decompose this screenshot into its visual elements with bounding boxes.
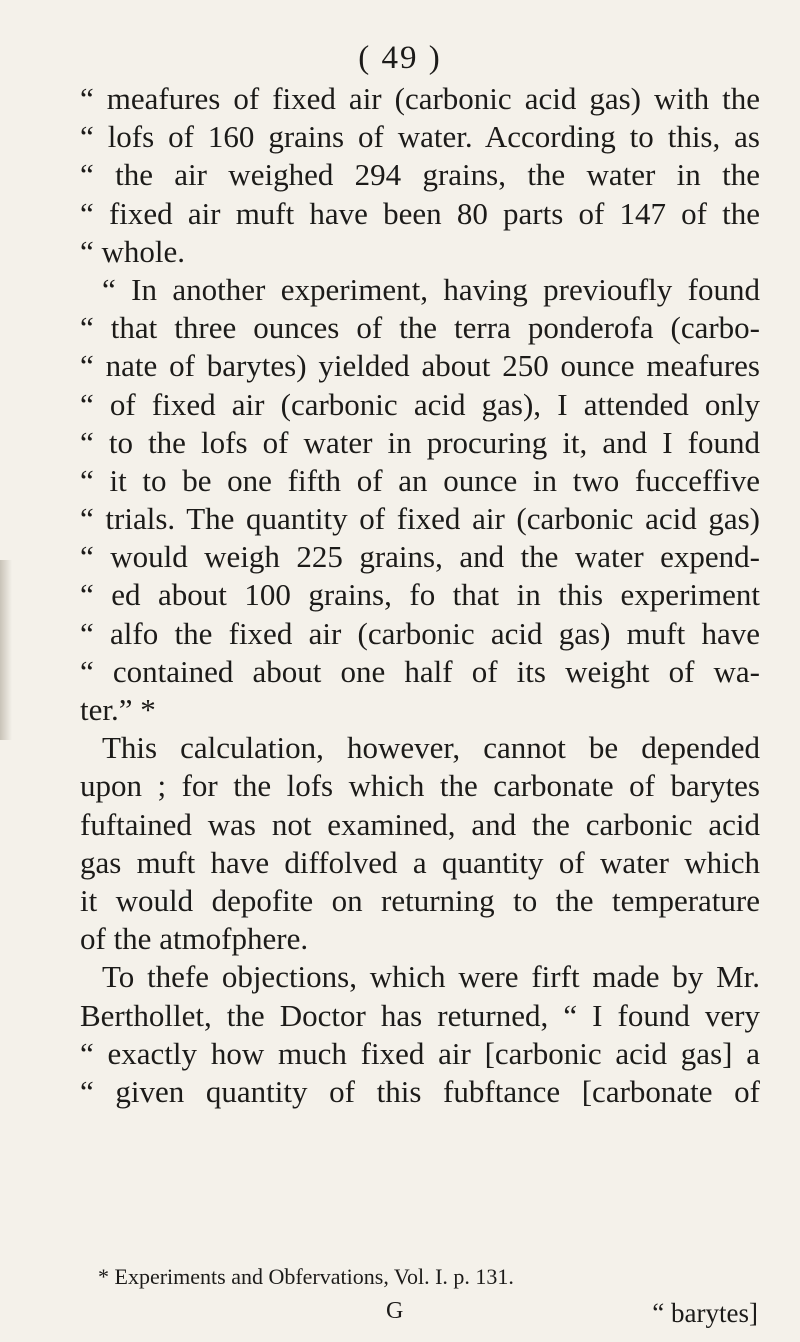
text-line: of the atmofphere. [80, 921, 309, 957]
text-line: “ fixed air muft have been 80 parts of 147 of the [80, 195, 760, 231]
text-line: “ given quantity of this fubftance [carbonate of [80, 1073, 760, 1109]
page-footer [0, 1298, 800, 1334]
text-line: “ that three ounces of the terra ponderofa (carbo- [80, 310, 760, 346]
signature-mark: G [386, 1298, 404, 1324]
text-line: “ In another experiment, having previoufly found [102, 271, 760, 307]
text-line: This calculation, however, cannot be depended [102, 730, 760, 766]
text-line: it would depofite on returning to the temperature [80, 882, 760, 918]
text-line: “ to the lofs of water in procuring it, and I found [80, 424, 760, 460]
catchword: “ barytes] [652, 1298, 758, 1328]
text-line: “ alfo the fixed air (carbonic acid gas) muft have [80, 615, 760, 651]
text-line: “ the air weighed 294 grains, the water in the [80, 157, 760, 193]
text-line: fuftained was not examined, and the carbonic acid [80, 806, 760, 842]
text-line: To thefe objections, which were firft made by Mr. [102, 959, 760, 995]
page-spine-shadow [0, 560, 12, 740]
page-number: ( 49 ) [358, 40, 442, 76]
text-line: “ contained about one half of its weight of wa- [80, 653, 760, 689]
text-line: “ ed about 100 grains, fo that in this experiment [80, 577, 760, 613]
text-line: Berthollet, the Doctor has returned, “ I found very [80, 997, 760, 1033]
text-line: “ meafures of fixed air (carbonic acid gas) with the [80, 81, 760, 116]
text-line: gas muft have diffolved a quantity of water which [80, 844, 760, 880]
body-text [80, 80, 760, 1111]
text-line: “ it to be one fifth of an ounce in two fucceffive [80, 462, 760, 498]
text-line: ter.” * [80, 692, 156, 727]
text-line: “ nate of barytes) yielded about 250 ounce meafures [80, 348, 760, 384]
text-line: “ trials. The quantity of fixed air (carbonic acid gas) [80, 501, 760, 537]
text-line: “ exactly how much fixed air [carbonic acid gas] a [80, 1035, 760, 1071]
text-line: “ of fixed air (carbonic acid gas), I attended only [80, 386, 760, 422]
text-line: “ lofs of 160 grains of water. According to this, as [80, 119, 760, 155]
text-line: “ would weigh 225 grains, and the water expend- [80, 539, 760, 575]
footnote: * Experiments and Obfervations, Vol. I. p. 131. [98, 1264, 514, 1289]
text-line: upon ; for the lofs which the carbonate of barytes [80, 768, 760, 804]
text-line: “ whole. [80, 233, 186, 269]
